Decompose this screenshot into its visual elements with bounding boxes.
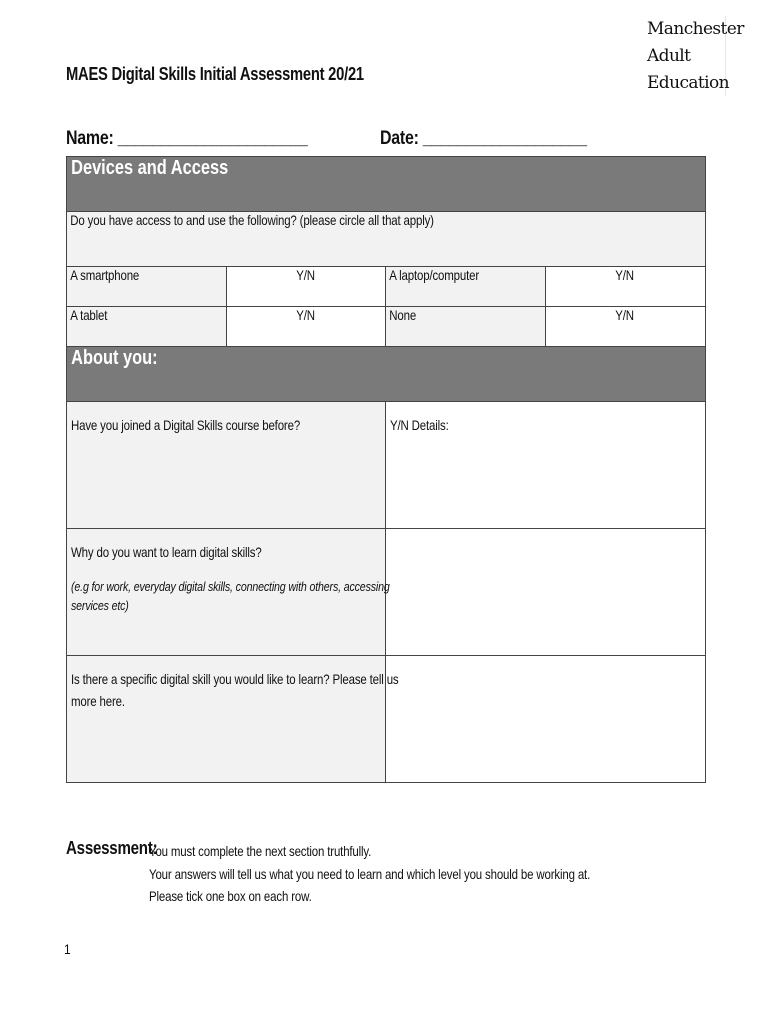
devices-section-header [67, 157, 706, 212]
devices-heading: Devices and Access [71, 157, 229, 179]
assessment-instruction-3: Please tick one box on each row. [149, 888, 312, 904]
question-row-previous-course [67, 402, 706, 529]
devices-question: Do you have access to and use the following? (please circle all that apply) [70, 212, 434, 228]
device-label-tablet: A tablet [70, 307, 108, 323]
question-why-learn-example-1: (e.g for work, everyday digital skills, connecting with others, accessing [71, 579, 390, 594]
device-row [67, 267, 706, 307]
logo-line-1: Manchester [647, 19, 744, 39]
question-why-learn: Why do you want to learn digital skills? [71, 544, 262, 560]
assessment-form-table [66, 156, 706, 783]
assessment-instruction-2: Your answers will tell us what you need to learn and which level you should be working at. [149, 866, 591, 882]
answer-specific-skill[interactable] [386, 656, 706, 783]
date-field[interactable]: Date: ___________________ [380, 128, 587, 149]
answer-why-learn[interactable] [386, 529, 706, 656]
question-specific-skill-1: Is there a specific digital skill you would like to learn? Please tell us [71, 671, 399, 687]
device-label-none: None [389, 307, 417, 323]
about-heading: About you: [71, 347, 158, 369]
question-previous-course: Have you joined a Digital Skills course before? [71, 417, 301, 433]
question-specific-skill-2: more here. [71, 693, 125, 709]
device-answer-smartphone[interactable]: Y/N [295, 267, 315, 283]
device-label-laptop: A laptop/computer [389, 267, 480, 283]
device-answer-laptop[interactable]: Y/N [615, 267, 635, 283]
device-row [67, 307, 706, 347]
question-row-why-learn [67, 529, 706, 656]
question-row-specific-skill [67, 656, 706, 783]
answer-previous-course-prompt: Y/N Details: [390, 417, 449, 433]
answer-previous-course[interactable] [386, 402, 706, 529]
assessment-instruction-1: You must complete the next section truthfully. [149, 843, 372, 859]
logo-line-2: Adult [647, 46, 691, 66]
devices-question-row [67, 212, 706, 267]
device-answer-none[interactable]: Y/N [615, 307, 635, 323]
about-section-header [67, 347, 706, 402]
page-number: 1 [64, 941, 71, 957]
logo-line-3: Education [647, 73, 729, 93]
assessment-label: Assessment: [66, 838, 158, 858]
question-why-learn-example-2: services etc) [71, 598, 129, 613]
manchester-adult-education-logo [647, 16, 744, 96]
name-field[interactable]: Name: ______________________ [66, 128, 308, 149]
device-label-smartphone: A smartphone [70, 267, 140, 283]
document-title: MAES Digital Skills Initial Assessment 20/21 [66, 64, 364, 84]
device-answer-tablet[interactable]: Y/N [295, 307, 315, 323]
